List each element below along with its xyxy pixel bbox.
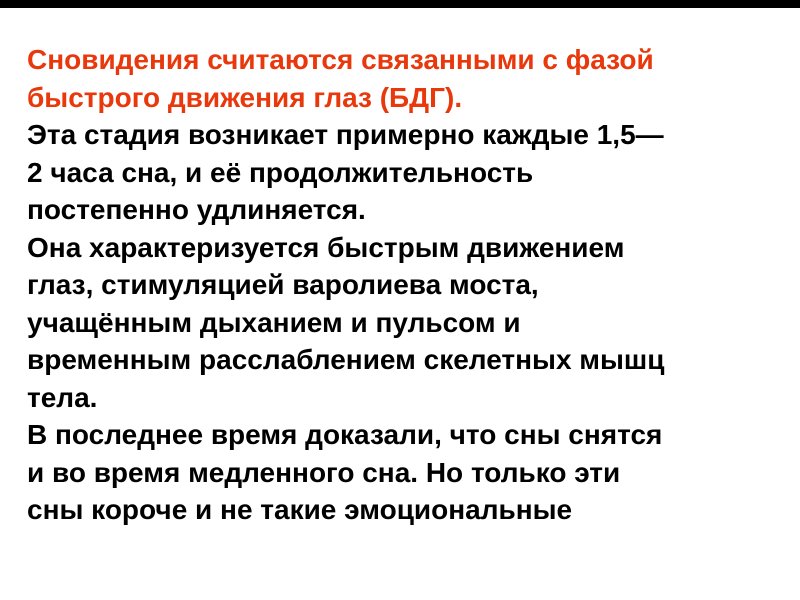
body-line: и во время медленного сна. Но только эти: [27, 456, 621, 488]
heading-line-1: Сновидения считаются связанными с фазой: [27, 44, 654, 75]
body-line: глаз, стимуляцией варолиева моста,: [27, 269, 539, 300]
body-line: сны короче и не такие эмоциональные: [27, 494, 573, 525]
body-line: постепенно удлиняется.: [27, 194, 366, 225]
body-line: Эта стадия возникает примерно каждые 1,5—: [27, 119, 664, 150]
slide-text-block: [0, 8, 800, 529]
heading-line-2: быстрого движения глаз (БДГ).: [27, 81, 463, 113]
body-line: тела.: [27, 381, 98, 413]
body-line: учащённым дыханием и пульсом и: [27, 306, 521, 338]
top-border-bar: [0, 0, 800, 8]
body-line: Она характеризуется быстрым движением: [27, 231, 625, 263]
body-line: 2 часа сна, и её продолжительность: [27, 156, 534, 188]
body-line: В последнее время доказали, что сны снятся: [27, 419, 663, 450]
body-line: временным расслаблением скелетных мышц: [27, 344, 665, 375]
